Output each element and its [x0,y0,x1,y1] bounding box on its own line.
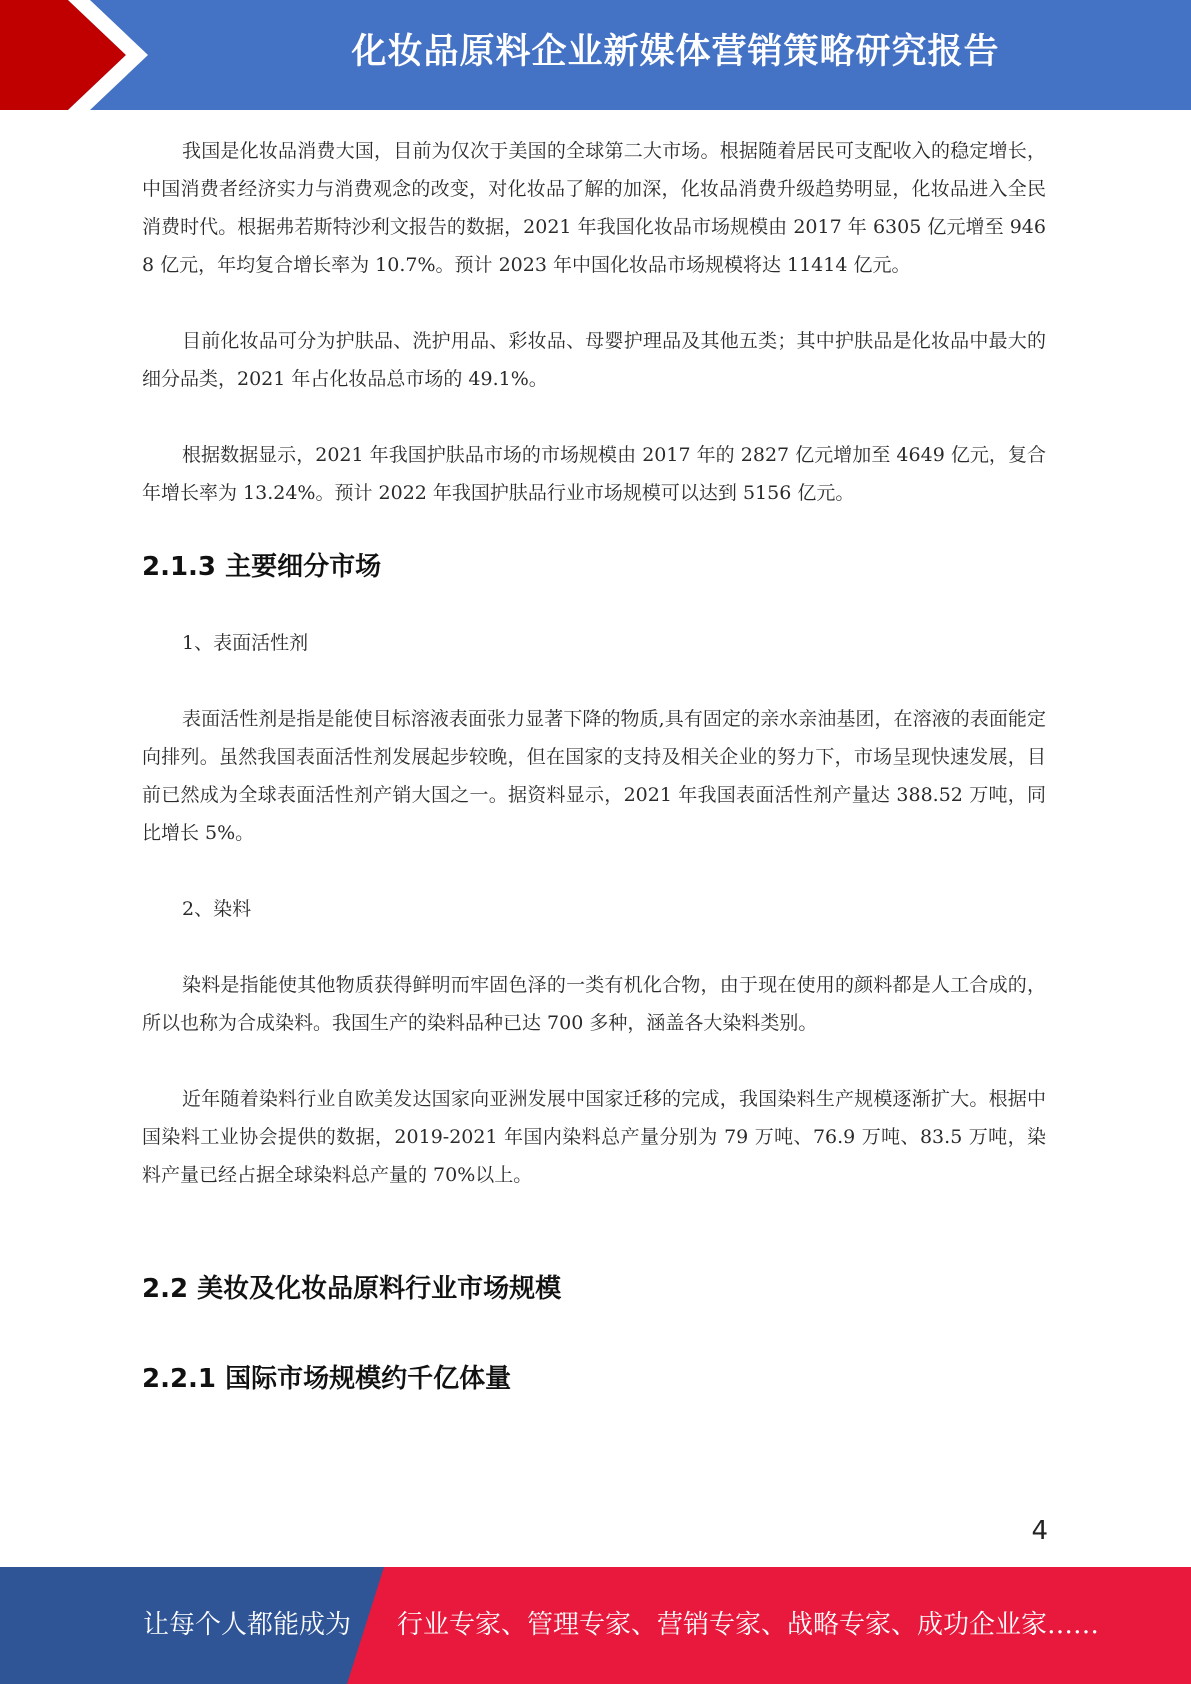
paragraph-dye-definition: 染料是指能使其他物质获得鲜明而牢固色泽的一类有机化合物，由于现在使用的颜料都是人工合成的，所以也称为合成染料。我国生产的染料品种已达 700 多种，涵盖各大染料类别。 [142,974,1046,1034]
report-title: 化妆品原料企业新媒体营销策略研究报告 [351,32,1000,72]
page-content [142,132,1046,1398]
footer-slogan-left: 让每个人都能成为 [143,1610,352,1640]
section-heading-2-1-3: 2.1.3 主要细分市场 [142,552,382,582]
footer-slogan-right: 行业专家、管理专家、营销专家、战略专家、成功企业家…… [397,1610,1100,1640]
section-heading-2-2: 2.2 美妆及化妆品原料行业市场规模 [142,1274,562,1304]
paragraph-dye-production: 近年随着染料行业自欧美发达国家向亚洲发展中国家迁移的完成，我国染料生产规模逐渐扩大。根据中国染料工业协会提供的数据，2019-2021 年国内染料总产量分别为 79 万吨、76.9 万吨、83.5 万吨，染料产量已经占据全球染料总产量的 70%以上。 [142,1088,1046,1186]
paragraph-skincare-market: 根据数据显示，2021 年我国护肤品市场的市场规模由 2017 年的 2827 亿元增加至 4649 亿元，复合年增长率为 13.24%。预计 2022 年我国护肤品行业市场规模可以达到 5156 亿元。 [142,444,1046,504]
page-footer [0,1567,1191,1684]
list-item-dye: 2、染料 [182,898,252,920]
page-header [0,0,1191,110]
paragraph-surfactant: 表面活性剂是指是能使目标溶液表面张力显著下降的物质,具有固定的亲水亲油基团，在溶液的表面能定向排列。虽然我国表面活性剂发展起步较晚，但在国家的支持及相关企业的努力下，市场呈现快速发展，目前已然成为全球表面活性剂产销大国之一。据资料显示，2021 年我国表面活性剂产量达 388.52 万吨，同比增长 5%。 [142,708,1046,844]
paragraph-cosmetics-market: 我国是化妆品消费大国，目前为仅次于美国的全球第二大市场。根据随着居民可支配收入的稳定增长，中国消费者经济实力与消费观念的改变，对化妆品了解的加深，化妆品消费升级趋势明显，化妆品进入全民消费时代。根据弗若斯特沙利文报告的数据，2021 年我国化妆品市场规模由 2017 年 6305 亿元增至 9468 亿元，年均复合增长率为 10.7%。预计 2023 年中国化妆品市场规模将达 11414 亿元。 [142,140,1046,276]
list-item-surfactant: 1、表面活性剂 [182,632,309,654]
paragraph-cosmetics-categories: 目前化妆品可分为护肤品、洗护用品、彩妆品、母婴护理品及其他五类；其中护肤品是化妆品中最大的细分品类，2021 年占化妆品总市场的 49.1%。 [142,330,1046,390]
page-number: 4 [1031,1516,1048,1546]
section-heading-2-2-1: 2.2.1 国际市场规模约千亿体量 [142,1364,512,1394]
